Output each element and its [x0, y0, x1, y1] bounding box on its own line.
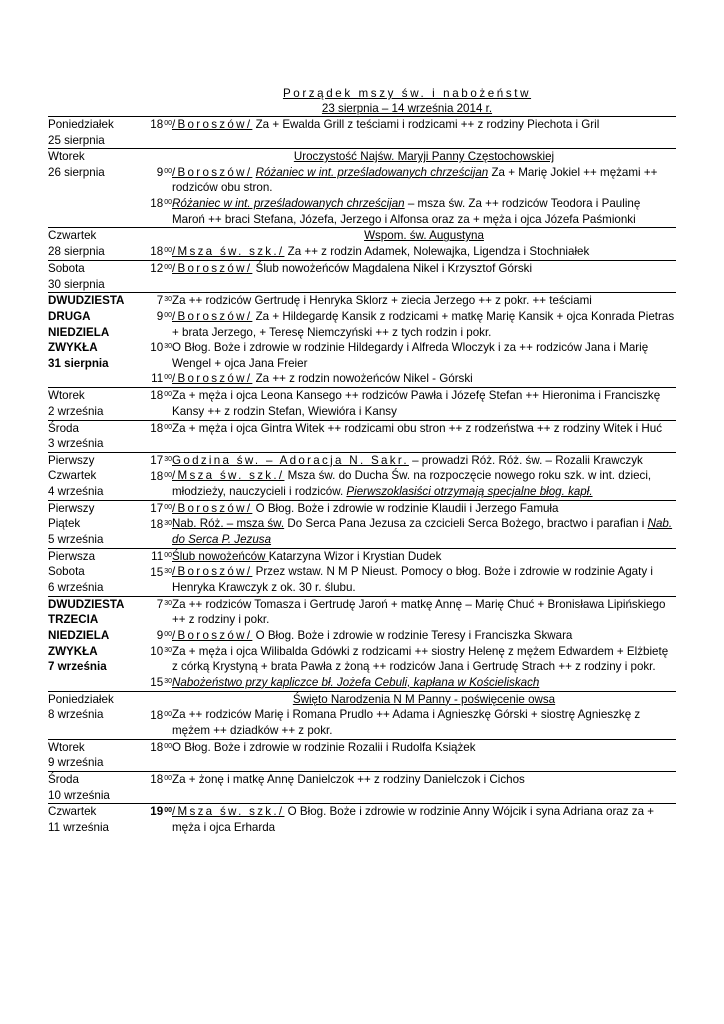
intention-text: Za + męża i ojca Gintra Witek ++ rodzicami obu stron ++ z rodzeństwa ++ z rodziny Witek i Huć: [172, 421, 663, 435]
intention-text: Za ++ rodziców Marię i Romana Prudlo ++ Adama i Agnieszkę Górski + siostrę Agnieszkę z mężem ++ dziadków ++ z pokr.: [172, 708, 641, 737]
intention-entry: [172, 468, 676, 499]
mass-time: [126, 388, 172, 419]
mass-time-hour: 10: [150, 341, 164, 355]
mass-time: [126, 501, 172, 517]
mass-times: [126, 388, 172, 420]
intention-entry: [172, 675, 676, 691]
intention-text: /Boroszów/: [172, 262, 253, 276]
mass-time-minutes: 00: [164, 471, 172, 479]
mass-time: [126, 371, 172, 387]
mass-time-minutes: 00: [164, 551, 172, 559]
day-label-line: 7 września: [48, 660, 107, 674]
mass-time-minutes: 30: [164, 567, 172, 575]
intention-entry: [172, 293, 676, 309]
day-label-line: Piątek: [48, 517, 81, 531]
day-label: [48, 293, 126, 388]
mass-time: [126, 117, 172, 133]
mass-times: [126, 149, 172, 228]
feast-title: Wspom. św. Augustyna: [364, 229, 484, 243]
day-label-line: NIEDZIELA: [48, 628, 110, 642]
mass-times: [126, 452, 172, 500]
day-row: [48, 500, 676, 548]
day-row: [48, 691, 676, 739]
mass-time-hour: 15: [150, 565, 164, 579]
day-row: [48, 771, 676, 803]
intention-text: Za + Marię Jokiel ++ mężami ++ rodziców obu stron.: [172, 165, 658, 195]
mass-times: [126, 691, 172, 739]
day-row: [48, 228, 676, 261]
day-label-line: 30 sierpnia: [48, 277, 105, 291]
date-range: 23 sierpnia – 14 września 2014 r.: [321, 102, 493, 115]
mass-time-hour: 9: [156, 628, 164, 642]
mass-time-hour: 11: [151, 549, 164, 563]
intention-text: Różaniec w int. prześladowanych chrześcijan: [255, 165, 489, 179]
day-label-line: 9 września: [48, 756, 104, 770]
mass-time-hour: 10: [150, 644, 164, 658]
time-spacer: [126, 692, 172, 708]
intention-text: Msza św. do Ducha Św. na rozpoczęcie nowego roku szk. w int. dzieci, młodzieży, nauczycieli i rodziców.: [172, 469, 652, 498]
intention-text: O Błog. Boże i zdrowie w rodzinie Klaudii i Jerzego Famuła: [252, 501, 559, 515]
intention-entry: [172, 628, 676, 644]
mass-time-minutes: 00: [164, 391, 172, 399]
intention-text: /Msza św. szk./: [172, 469, 285, 483]
day-label-line: Czwartek: [48, 229, 97, 243]
mass-intentions: [172, 388, 676, 420]
day-row: [48, 548, 676, 596]
mass-time-hour: 9: [156, 310, 164, 324]
mass-time-minutes: 30: [164, 677, 172, 685]
mass-intentions: [172, 117, 676, 149]
intention-text: Godzina św. – Adoracja N. Sakr.: [172, 453, 409, 467]
mass-intentions: [172, 228, 676, 261]
mass-times: [126, 228, 172, 261]
mass-time: [126, 708, 172, 739]
day-label-line: 2 września: [48, 404, 104, 418]
mass-times: [126, 739, 172, 771]
intention-text: /Msza św. szk./: [172, 244, 285, 258]
mass-time-minutes: 30: [164, 646, 172, 654]
mass-time: [126, 517, 172, 548]
mass-time-minutes: 30: [164, 599, 172, 607]
day-label-line: Poniedziałek: [48, 692, 114, 706]
intention-text: Za + męża i ojca Wilibalda Gdówki z rodzicami ++ siostry Helenę z mężem Edwardem + Elżbietę z córką Krystyną + brata Pawła z żoną ++ rodziców Jana i Gertrudę Strach ++ z rodziny i pokr.: [172, 644, 669, 674]
mass-times: [126, 804, 172, 836]
intention-text: Za ++ z rodzin nowożeńców Nikel - Górski: [252, 372, 473, 386]
day-row: [48, 739, 676, 771]
intention-entry: [172, 516, 676, 547]
day-label: [48, 452, 126, 500]
day-label-line: NIEDZIELA: [48, 325, 110, 339]
intention-text: Przez wstaw. N M P Nieust. Pomocy o błog. Boże i zdrowie w rodzinie Agaty i Henryka Krawczyk z ok. 30 r. ślubu.: [172, 565, 653, 594]
day-label-line: Pierwszy: [48, 501, 95, 515]
intention-entry: [172, 564, 676, 595]
mass-time: [126, 244, 172, 260]
day-row: [48, 596, 676, 691]
mass-time-hour: 18: [150, 469, 164, 483]
mass-time-hour: 18: [150, 118, 164, 131]
day-label: [48, 804, 126, 836]
mass-time-hour: 7: [156, 294, 164, 308]
day-label-line: Pierwsza: [48, 549, 96, 563]
mass-time: [126, 804, 172, 835]
mass-times: [126, 293, 172, 388]
mass-time-hour: 18: [150, 389, 164, 403]
mass-time-minutes: 30: [164, 343, 172, 351]
intention-text: Za ++ z rodzin Adamek, Nolewajka, Ligendza i Stochniałek: [284, 244, 590, 258]
intention-text: Za + męża i ojca Leona Kansego ++ rodziców Pawła i Józefę Stefan ++ Hieronima i Franciszkę Kansy ++ z rodzin Stefan, Wiewióra i Kansy: [172, 389, 661, 418]
mass-time-minutes: 00: [164, 199, 172, 207]
mass-time-minutes: 00: [164, 742, 172, 750]
mass-time-minutes: 00: [164, 120, 172, 127]
mass-time-hour: 18: [150, 245, 164, 259]
mass-time-hour: 17: [150, 501, 164, 515]
day-label-line: 8 września: [48, 708, 104, 722]
intention-text: Pierwszoklasiści otrzymają specjalne błog. kapł.: [346, 484, 593, 498]
mass-times: [126, 771, 172, 803]
mass-time-hour: 18: [150, 421, 164, 435]
intention-entry: [172, 707, 676, 738]
intention-entry: [172, 371, 676, 387]
intention-entry: [172, 644, 676, 675]
day-label-line: Pierwszy: [48, 453, 95, 467]
intention-text: Nabożeństwo przy kapliczce bł. Jożefa Cebuli, kapłana w Kościeliskach: [172, 675, 540, 689]
intention-text: /Boroszów/: [172, 118, 253, 131]
intention-text: Do Serca Pana Jezusa za czcicieli Serca Bożego, bractwo i parafian i: [284, 517, 648, 531]
mass-time-minutes: 30: [164, 455, 172, 463]
mass-intentions: [172, 771, 676, 803]
day-row: [48, 420, 676, 452]
day-row: [48, 261, 676, 293]
mass-time: [126, 196, 172, 227]
intention-entry: [172, 165, 676, 196]
intention-text: O Błog. Boże i zdrowie w rodzinie Anny Wójcik i syna Adriana oraz za + męża i ojca Erharda: [172, 805, 655, 834]
intention-text: – msza św. Za ++ rodziców Teodora i Paulinę Maroń ++ braci Stefana, Józefa, Jerzego i Alfonsa oraz za + męża i ojca Józefa Paśmionki: [172, 196, 641, 226]
intention-text: Nab. Róż. – msza św.: [172, 517, 285, 531]
mass-time: [126, 740, 172, 756]
mass-time-minutes: 00: [164, 168, 172, 176]
mass-time-hour: 17: [150, 453, 164, 467]
mass-intentions: [172, 804, 676, 836]
mass-time-minutes: 00: [164, 423, 172, 431]
mass-time: [126, 165, 172, 196]
day-label-line: 11 września: [48, 820, 110, 834]
intention-text: O Błog. Boże i zdrowie w rodzinie Teresy i Franciszka Skwara: [252, 628, 573, 642]
day-row: [48, 293, 676, 388]
day-label-line: Wtorek: [48, 740, 85, 754]
day-label-line: Poniedziałek: [48, 118, 114, 131]
day-label-line: TRZECIA: [48, 613, 99, 627]
mass-time-minutes: 00: [164, 807, 172, 815]
day-label: [48, 117, 126, 149]
day-label: [48, 771, 126, 803]
time-spacer: [126, 228, 172, 244]
intention-entry: [172, 261, 676, 277]
mass-intentions: [172, 149, 676, 228]
intention-text: Ślub nowożeńców Magdalena Nikel i Krzysztof Górski: [252, 262, 533, 276]
mass-time-hour: 15: [150, 675, 164, 689]
mass-time: [126, 309, 172, 340]
mass-time: [126, 469, 172, 500]
mass-time-hour: 18: [150, 740, 164, 754]
day-label-line: 10 września: [48, 788, 110, 802]
intention-entry: [172, 117, 676, 133]
mass-time-hour: 18: [150, 708, 164, 722]
intention-text: Za + Ewalda Grill z teściami i rodzicami ++ z rodziny Piechota i Gril: [252, 118, 600, 131]
intention-text: Różaniec w int. prześladowanych chrześcijan: [172, 196, 405, 210]
day-label: [48, 261, 126, 293]
day-label-line: Czwartek: [48, 469, 97, 483]
mass-time-minutes: 00: [164, 247, 172, 255]
day-label-line: Wtorek: [48, 389, 85, 403]
day-label-line: Czwartek: [48, 805, 97, 819]
mass-time: [126, 772, 172, 788]
mass-time: [126, 644, 172, 675]
mass-intentions: [172, 420, 676, 452]
day-label-line: 31 sierpnia: [48, 356, 109, 370]
mass-time-hour: 19: [150, 805, 164, 819]
mass-time-minutes: 00: [164, 774, 172, 782]
intention-text: – prowadzi Róż. Róż. św. – Rozalii Krawczyk: [408, 453, 643, 467]
intention-text: O Błog. Boże i zdrowie w rodzinie Rozalii i Rudolfa Książek: [172, 740, 476, 754]
day-label-line: 3 września: [48, 437, 104, 451]
feast-title: Uroczystość Najśw. Maryji Panny Częstochowskiej: [293, 150, 555, 164]
intention-text: /Boroszów/: [172, 565, 253, 579]
day-label-line: Wtorek: [48, 150, 85, 164]
mass-time: [126, 565, 172, 596]
feast-title: Święto Narodzenia N M Panny - poświęcenie owsa: [292, 692, 556, 706]
day-label-line: Sobota: [48, 262, 85, 276]
intention-text: /Boroszów/: [172, 309, 253, 323]
day-label: [48, 388, 126, 420]
intention-entry: [172, 549, 676, 565]
day-row: [48, 117, 676, 149]
mass-times: [126, 261, 172, 293]
day-row: [48, 804, 676, 836]
mass-time-minutes: 00: [164, 312, 172, 320]
mass-times: [126, 500, 172, 548]
day-label-line: ZWYKŁA: [48, 341, 98, 355]
time-spacer: [126, 149, 172, 165]
mass-time: [126, 628, 172, 644]
intention-entry: [172, 804, 676, 835]
day-label-line: DRUGA: [48, 309, 91, 323]
day-row: [48, 149, 676, 228]
mass-time-hour: 9: [156, 166, 164, 180]
intention-entry: [172, 597, 676, 628]
intention-text: Nab. do Serca P. Jezusa: [172, 517, 673, 546]
day-label-line: 6 września: [48, 580, 104, 594]
intention-entry: [172, 340, 676, 371]
mass-time-minutes: 00: [164, 374, 172, 382]
day-label: [48, 500, 126, 548]
day-row: [48, 452, 676, 500]
header: [48, 86, 676, 116]
intention-text: Ślub nowożeńców: [172, 549, 269, 563]
day-label-line: 4 września: [48, 484, 104, 498]
day-label-line: ZWYKŁA: [48, 644, 98, 658]
mass-time-minutes: 30: [164, 519, 172, 527]
intention-entry: [172, 772, 676, 788]
intention-entry: [172, 388, 676, 419]
day-label: [48, 228, 126, 261]
mass-time: [126, 549, 172, 565]
intention-text: Za ++ rodziców Gertrudę i Henryka Sklorz + ziecia Jerzego ++ z pokr. ++ teściami: [172, 294, 592, 308]
mass-intentions: [172, 548, 676, 596]
day-label-line: DWUDZIESTA: [48, 294, 125, 308]
mass-time-hour: 18: [150, 517, 164, 531]
intention-text: /Boroszów/: [172, 501, 253, 515]
mass-time: [126, 597, 172, 628]
intention-entry: [172, 244, 676, 260]
intention-text: /Boroszów/: [172, 372, 253, 386]
intention-entry: [172, 309, 676, 340]
mass-intentions: [172, 452, 676, 500]
day-label: [48, 149, 126, 228]
day-label: [48, 548, 126, 596]
mass-times: [126, 117, 172, 149]
day-label-line: DWUDZIESTA: [48, 597, 125, 611]
intention-text: /Boroszów/: [172, 165, 253, 179]
day-label-line: 5 września: [48, 532, 104, 546]
mass-intentions: [172, 261, 676, 293]
intention-entry: [172, 196, 676, 227]
intention-text: O Błog. Boże i zdrowie w rodzinie Hildegardy i Alfreda Wloczyk i za ++ rodziców Jana i Marię Wengel + ojca Jana Freier: [172, 341, 649, 370]
mass-time: [126, 453, 172, 469]
intention-text: /Msza św. szk./: [172, 805, 285, 819]
mass-time-minutes: 00: [164, 264, 172, 272]
mass-times: [126, 420, 172, 452]
mass-time-hour: 12: [150, 262, 164, 276]
mass-times: [126, 548, 172, 596]
mass-time-minutes: 00: [164, 630, 172, 638]
mass-intentions: [172, 500, 676, 548]
day-label-line: 25 sierpnia: [48, 133, 105, 147]
mass-intentions: [172, 691, 676, 739]
day-label: [48, 739, 126, 771]
mass-time-minutes: 00: [164, 710, 172, 718]
day-label-line: Sobota: [48, 565, 85, 579]
intention-text: Katarzyna Wizor i Krystian Dudek: [268, 549, 442, 563]
schedule-page: [48, 86, 676, 835]
day-label-line: 26 sierpnia: [48, 165, 105, 179]
intention-text: /Boroszów/: [172, 628, 253, 642]
mass-time-hour: 18: [150, 772, 164, 786]
mass-intentions: [172, 739, 676, 771]
intention-entry: [172, 501, 676, 517]
mass-time-minutes: 30: [164, 296, 172, 304]
document-title: Porządek mszy św. i nabożeństw: [282, 87, 532, 100]
mass-time-hour: 18: [150, 197, 164, 211]
mass-intentions: [172, 293, 676, 388]
mass-times: [126, 596, 172, 691]
mass-time-hour: 11: [151, 372, 164, 386]
day-label: [48, 420, 126, 452]
mass-time: [126, 293, 172, 309]
intention-entry: [172, 421, 676, 437]
mass-time: [126, 340, 172, 371]
intention-text: Za + Hildegardę Kansik z rodzicami + matkę Marię Kansik + ojca Konrada Pietras + brata Jerzego, + Teresę Niemczyński ++ z tych rodzin i pokr.: [172, 309, 675, 339]
mass-time: [126, 675, 172, 691]
day-label: [48, 691, 126, 739]
intention-text: Za ++ rodziców Tomasza i Gertrudę Jaroń + matkę Annę – Marię Chuć + Bronisława Lipińskiego ++ z rodziny i pokr.: [172, 597, 666, 627]
day-row: [48, 388, 676, 420]
day-label: [48, 596, 126, 691]
day-label-line: Środa: [48, 421, 79, 435]
day-label-line: 28 sierpnia: [48, 244, 105, 258]
mass-time-minutes: 00: [164, 503, 172, 511]
mass-time: [126, 261, 172, 277]
intention-text: Za + żonę i matkę Annę Danielczok ++ z rodziny Danielczok i Cichos: [172, 772, 525, 786]
mass-time: [126, 421, 172, 437]
day-label-line: Środa: [48, 772, 79, 786]
schedule-table: [48, 116, 676, 835]
mass-intentions: [172, 596, 676, 691]
mass-time-hour: 7: [156, 597, 164, 611]
intention-entry: [172, 740, 676, 756]
intention-entry: [172, 453, 676, 469]
